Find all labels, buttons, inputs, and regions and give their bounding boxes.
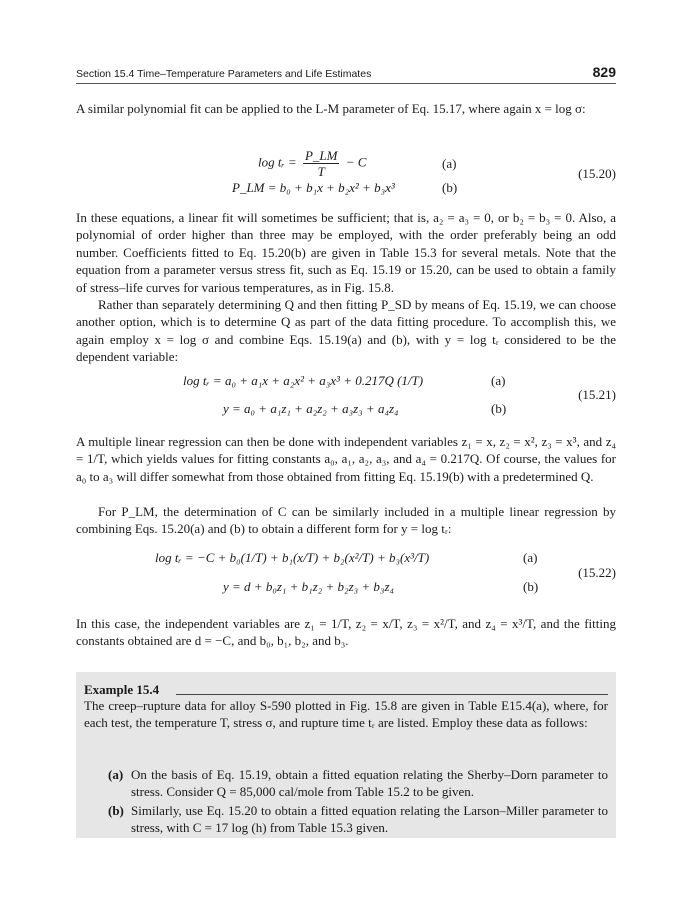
paragraph: For P_LM, the determination of C can be similarly included in a multiple linear regression by combining Eqs. 15.20(a) and (b) to obtain a different form for y = log tᵣ: — [76, 504, 616, 537]
example-title: Example 15.4 — [84, 682, 160, 697]
paragraph: A similar polynomial fit can be applied to the L-M parameter of Eq. 15.17, where again x = log σ: — [76, 101, 586, 116]
equation-number: (15.21) — [578, 387, 616, 402]
section-title: Section 15.4 Time–Temperature Parameters and Life Estimates — [76, 68, 372, 80]
divider — [176, 694, 608, 695]
example-box — [76, 672, 616, 838]
example-item: (a) On the basis of Eq. 15.19, obtain a fitted equation relating the Sherby–Dorn parameter to stress. Consider Q = 85,000 cal/mole from Table 15.2 to be given. — [108, 767, 608, 799]
paragraph: In these equations, a linear fit will sometimes be sufficient; that is, a₂ = a₃ = 0, or b₂ = b₃ = 0. Also, a polynomial of order higher than three may be employed, with the order preferably being an odd number. Coefficients fitted to Eq. 15.20(b) are given in Table 15.3 for several metals. Note that the equation from a parameter versus stress fit, such as Eq. 15.19 or 15.20, can be used to obtain a family of stress–life curves for various temperatures, as in Fig. 15.8. — [76, 210, 616, 295]
equation-number: (15.22) — [578, 565, 616, 580]
paragraph: In this case, the independent variables are z₁ = 1/T, z₂ = x/T, z₃ = x²/T, and z₄ = x³/T, and the fitting constants obtained are d = −C, and b₀, b₁, b₂, and b₃. — [76, 616, 616, 649]
page-number: 829 — [592, 64, 616, 80]
paragraph: A multiple linear regression can then be done with independent variables z₁ = x, z₂ = x², z₃ = x³, and z₄ = 1/T, which yields values for fitting constants a₀, a₁, a₂, a₃, and a₄ = 0.217Q. Of course, the values for a₀ to a₃ will differ somewhat from those obtained from fitting Eq. 15.19(b) with a predetermined Q. — [76, 434, 616, 484]
example-item: (b) Similarly, use Eq. 15.20 to obtain a fitted equation relating the Larson–Miller parameter to stress, with C = 17 log (h) from Table 15.3 given. — [108, 803, 608, 835]
equation-number: (15.20) — [578, 166, 616, 181]
running-header — [76, 66, 616, 84]
paragraph: Rather than separately determining Q and then fitting P_SD by means of Eq. 15.19, we can choose another option, which is to determine Q as part of the data fitting procedure. To accomplish this, we again employ x = log σ and combine Eqs. 15.19(a) and (b), with y = log tᵣ considered to be the dependent variable: — [76, 297, 616, 365]
example-intro: The creep–rupture data for alloy S-590 plotted in Fig. 15.8 are given in Table E15.4(a), where, for each test, the temperature T, stress σ, and rupture time tᵣ are listed. Employ these data as follows: — [84, 698, 608, 731]
